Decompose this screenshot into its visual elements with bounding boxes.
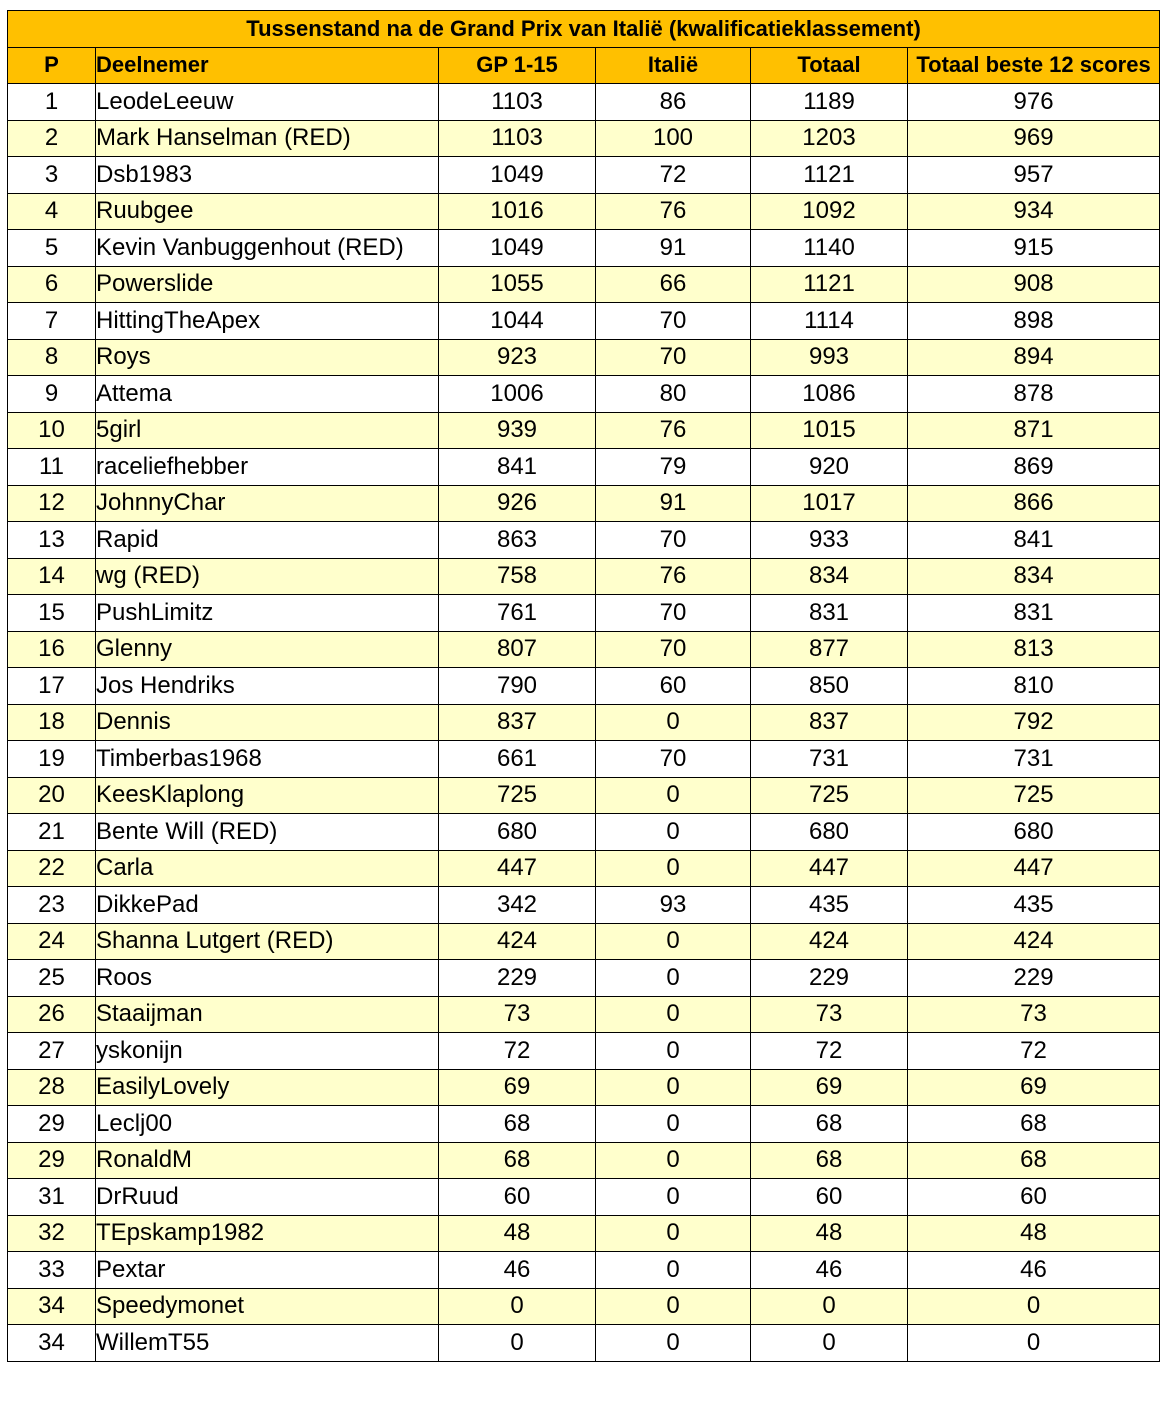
position-cell: 17: [8, 668, 96, 705]
totaal-cell: 1015: [751, 412, 908, 449]
header-position: P: [8, 47, 96, 84]
table-row: [8, 631, 1160, 668]
table-row: [8, 266, 1160, 303]
totaal-cell: 424: [751, 923, 908, 960]
italie-cell: 70: [596, 631, 751, 668]
totaal-cell: 834: [751, 558, 908, 595]
gp-1-15-cell: 923: [439, 339, 596, 376]
italie-cell: 0: [596, 814, 751, 851]
totaal-cell: 0: [751, 1288, 908, 1325]
gp-1-15-cell: 807: [439, 631, 596, 668]
italie-cell: 0: [596, 1106, 751, 1143]
table-row: [8, 558, 1160, 595]
totaal-cell: 69: [751, 1069, 908, 1106]
gp-1-15-cell: 926: [439, 485, 596, 522]
table-row: [8, 1106, 1160, 1143]
best-12-cell: 810: [908, 668, 1160, 705]
best-12-cell: 46: [908, 1252, 1160, 1289]
gp-1-15-cell: 790: [439, 668, 596, 705]
gp-1-15-cell: 758: [439, 558, 596, 595]
participant-cell: Speedymonet: [96, 1288, 439, 1325]
position-cell: 34: [8, 1288, 96, 1325]
participant-cell: Dennis: [96, 704, 439, 741]
italie-cell: 0: [596, 704, 751, 741]
position-cell: 10: [8, 412, 96, 449]
gp-1-15-cell: 1103: [439, 84, 596, 121]
best-12-cell: 435: [908, 887, 1160, 924]
table-row: [8, 1033, 1160, 1070]
position-cell: 18: [8, 704, 96, 741]
best-12-cell: 72: [908, 1033, 1160, 1070]
participant-cell: Ruubgee: [96, 193, 439, 230]
best-12-cell: 424: [908, 923, 1160, 960]
gp-1-15-cell: 863: [439, 522, 596, 559]
totaal-cell: 72: [751, 1033, 908, 1070]
position-cell: 32: [8, 1215, 96, 1252]
totaal-cell: 68: [751, 1142, 908, 1179]
participant-cell: Leclj00: [96, 1106, 439, 1143]
best-12-cell: 731: [908, 741, 1160, 778]
participant-cell: Carla: [96, 850, 439, 887]
table-row: [8, 522, 1160, 559]
participant-cell: Pextar: [96, 1252, 439, 1289]
position-cell: 9: [8, 376, 96, 413]
italie-cell: 0: [596, 1142, 751, 1179]
totaal-cell: 731: [751, 741, 908, 778]
italie-cell: 70: [596, 522, 751, 559]
best-12-cell: 969: [908, 120, 1160, 157]
italie-cell: 91: [596, 485, 751, 522]
position-cell: 27: [8, 1033, 96, 1070]
italie-cell: 0: [596, 1288, 751, 1325]
position-cell: 16: [8, 631, 96, 668]
best-12-cell: 60: [908, 1179, 1160, 1216]
position-cell: 33: [8, 1252, 96, 1289]
italie-cell: 70: [596, 339, 751, 376]
participant-cell: Staaijman: [96, 996, 439, 1033]
italie-cell: 72: [596, 157, 751, 194]
position-cell: 7: [8, 303, 96, 340]
participant-cell: Rapid: [96, 522, 439, 559]
participant-cell: DrRuud: [96, 1179, 439, 1216]
totaal-cell: 1086: [751, 376, 908, 413]
gp-1-15-cell: 841: [439, 449, 596, 486]
totaal-cell: 0: [751, 1325, 908, 1362]
italie-cell: 76: [596, 558, 751, 595]
table-row: [8, 960, 1160, 997]
italie-cell: 0: [596, 1215, 751, 1252]
best-12-cell: 878: [908, 376, 1160, 413]
italie-cell: 60: [596, 668, 751, 705]
gp-1-15-cell: 661: [439, 741, 596, 778]
gp-1-15-cell: 1016: [439, 193, 596, 230]
position-cell: 24: [8, 923, 96, 960]
italie-cell: 0: [596, 1252, 751, 1289]
participant-cell: RonaldM: [96, 1142, 439, 1179]
position-cell: 2: [8, 120, 96, 157]
totaal-cell: 1189: [751, 84, 908, 121]
totaal-cell: 1121: [751, 266, 908, 303]
totaal-cell: 229: [751, 960, 908, 997]
italie-cell: 0: [596, 1033, 751, 1070]
gp-1-15-cell: 72: [439, 1033, 596, 1070]
gp-1-15-cell: 60: [439, 1179, 596, 1216]
table-row: [8, 449, 1160, 486]
italie-cell: 0: [596, 1325, 751, 1362]
best-12-cell: 0: [908, 1288, 1160, 1325]
table-row: [8, 376, 1160, 413]
totaal-cell: 1140: [751, 230, 908, 267]
best-12-cell: 834: [908, 558, 1160, 595]
best-12-cell: 831: [908, 595, 1160, 632]
header-best-12-scores: Totaal beste 12 scores: [908, 47, 1160, 84]
participant-cell: Roys: [96, 339, 439, 376]
totaal-cell: 1114: [751, 303, 908, 340]
table-row: [8, 668, 1160, 705]
gp-1-15-cell: 725: [439, 777, 596, 814]
totaal-cell: 68: [751, 1106, 908, 1143]
position-cell: 12: [8, 485, 96, 522]
best-12-cell: 915: [908, 230, 1160, 267]
participant-cell: KeesKlaplong: [96, 777, 439, 814]
totaal-cell: 993: [751, 339, 908, 376]
participant-cell: raceliefhebber: [96, 449, 439, 486]
participant-cell: DikkePad: [96, 887, 439, 924]
header-gp-1-15: GP 1-15: [439, 47, 596, 84]
totaal-cell: 1121: [751, 157, 908, 194]
table-row: [8, 1142, 1160, 1179]
italie-cell: 70: [596, 741, 751, 778]
position-cell: 29: [8, 1106, 96, 1143]
totaal-cell: 920: [751, 449, 908, 486]
italie-cell: 70: [596, 595, 751, 632]
participant-cell: Glenny: [96, 631, 439, 668]
position-cell: 13: [8, 522, 96, 559]
gp-1-15-cell: 1006: [439, 376, 596, 413]
participant-cell: 5girl: [96, 412, 439, 449]
gp-1-15-cell: 761: [439, 595, 596, 632]
best-12-cell: 68: [908, 1142, 1160, 1179]
best-12-cell: 48: [908, 1215, 1160, 1252]
best-12-cell: 871: [908, 412, 1160, 449]
position-cell: 22: [8, 850, 96, 887]
italie-cell: 0: [596, 850, 751, 887]
gp-1-15-cell: 1049: [439, 157, 596, 194]
position-cell: 8: [8, 339, 96, 376]
participant-cell: PushLimitz: [96, 595, 439, 632]
table-row: [8, 923, 1160, 960]
totaal-cell: 447: [751, 850, 908, 887]
participant-cell: Timberbas1968: [96, 741, 439, 778]
table-row: [8, 1288, 1160, 1325]
participant-cell: yskonijn: [96, 1033, 439, 1070]
table-row: [8, 485, 1160, 522]
table-row: [8, 1069, 1160, 1106]
italie-cell: 0: [596, 1069, 751, 1106]
gp-1-15-cell: 837: [439, 704, 596, 741]
italie-cell: 0: [596, 923, 751, 960]
totaal-cell: 73: [751, 996, 908, 1033]
position-cell: 11: [8, 449, 96, 486]
participant-cell: Kevin Vanbuggenhout (RED): [96, 230, 439, 267]
table-row: [8, 777, 1160, 814]
header-italie: Italië: [596, 47, 751, 84]
italie-cell: 76: [596, 412, 751, 449]
table-row: [8, 412, 1160, 449]
position-cell: 23: [8, 887, 96, 924]
header-row: [8, 47, 1160, 84]
participant-cell: TEpskamp1982: [96, 1215, 439, 1252]
best-12-cell: 898: [908, 303, 1160, 340]
gp-1-15-cell: 48: [439, 1215, 596, 1252]
gp-1-15-cell: 680: [439, 814, 596, 851]
totaal-cell: 1203: [751, 120, 908, 157]
position-cell: 3: [8, 157, 96, 194]
standings-table: [7, 10, 1160, 1362]
participant-cell: WillemT55: [96, 1325, 439, 1362]
position-cell: 5: [8, 230, 96, 267]
best-12-cell: 447: [908, 850, 1160, 887]
participant-cell: Mark Hanselman (RED): [96, 120, 439, 157]
position-cell: 28: [8, 1069, 96, 1106]
position-cell: 15: [8, 595, 96, 632]
participant-cell: Attema: [96, 376, 439, 413]
totaal-cell: 877: [751, 631, 908, 668]
table-row: [8, 120, 1160, 157]
participant-cell: Jos Hendriks: [96, 668, 439, 705]
table-title: Tussenstand na de Grand Prix van Italië (kwalificatieklassement): [8, 11, 1160, 48]
best-12-cell: 976: [908, 84, 1160, 121]
best-12-cell: 792: [908, 704, 1160, 741]
header-participant: Deelnemer: [96, 47, 439, 84]
table-row: [8, 230, 1160, 267]
best-12-cell: 957: [908, 157, 1160, 194]
participant-cell: LeodeLeeuw: [96, 84, 439, 121]
italie-cell: 80: [596, 376, 751, 413]
table-row: [8, 1179, 1160, 1216]
italie-cell: 79: [596, 449, 751, 486]
italie-cell: 66: [596, 266, 751, 303]
position-cell: 31: [8, 1179, 96, 1216]
best-12-cell: 841: [908, 522, 1160, 559]
position-cell: 1: [8, 84, 96, 121]
table-row: [8, 850, 1160, 887]
totaal-cell: 831: [751, 595, 908, 632]
participant-cell: wg (RED): [96, 558, 439, 595]
gp-1-15-cell: 1049: [439, 230, 596, 267]
participant-cell: EasilyLovely: [96, 1069, 439, 1106]
totaal-cell: 680: [751, 814, 908, 851]
position-cell: 26: [8, 996, 96, 1033]
italie-cell: 0: [596, 996, 751, 1033]
totaal-cell: 1092: [751, 193, 908, 230]
table-row: [8, 193, 1160, 230]
italie-cell: 93: [596, 887, 751, 924]
best-12-cell: 908: [908, 266, 1160, 303]
table-row: [8, 1325, 1160, 1362]
position-cell: 6: [8, 266, 96, 303]
table-row: [8, 741, 1160, 778]
italie-cell: 76: [596, 193, 751, 230]
table-row: [8, 814, 1160, 851]
table-row: [8, 339, 1160, 376]
gp-1-15-cell: 229: [439, 960, 596, 997]
table-row: [8, 996, 1160, 1033]
table-row: [8, 84, 1160, 121]
table-row: [8, 704, 1160, 741]
gp-1-15-cell: 447: [439, 850, 596, 887]
best-12-cell: 680: [908, 814, 1160, 851]
participant-cell: Dsb1983: [96, 157, 439, 194]
position-cell: 25: [8, 960, 96, 997]
totaal-cell: 850: [751, 668, 908, 705]
best-12-cell: 866: [908, 485, 1160, 522]
italie-cell: 0: [596, 960, 751, 997]
best-12-cell: 725: [908, 777, 1160, 814]
best-12-cell: 894: [908, 339, 1160, 376]
totaal-cell: 1017: [751, 485, 908, 522]
position-cell: 4: [8, 193, 96, 230]
gp-1-15-cell: 68: [439, 1142, 596, 1179]
position-cell: 19: [8, 741, 96, 778]
best-12-cell: 69: [908, 1069, 1160, 1106]
position-cell: 20: [8, 777, 96, 814]
italie-cell: 0: [596, 777, 751, 814]
italie-cell: 86: [596, 84, 751, 121]
position-cell: 34: [8, 1325, 96, 1362]
table-row: [8, 595, 1160, 632]
totaal-cell: 837: [751, 704, 908, 741]
position-cell: 14: [8, 558, 96, 595]
table-body: [8, 84, 1160, 1362]
gp-1-15-cell: 46: [439, 1252, 596, 1289]
gp-1-15-cell: 1044: [439, 303, 596, 340]
gp-1-15-cell: 1103: [439, 120, 596, 157]
best-12-cell: 934: [908, 193, 1160, 230]
italie-cell: 100: [596, 120, 751, 157]
best-12-cell: 869: [908, 449, 1160, 486]
totaal-cell: 933: [751, 522, 908, 559]
table-row: [8, 303, 1160, 340]
table-row: [8, 1215, 1160, 1252]
position-cell: 21: [8, 814, 96, 851]
participant-cell: Shanna Lutgert (RED): [96, 923, 439, 960]
totaal-cell: 725: [751, 777, 908, 814]
participant-cell: HittingTheApex: [96, 303, 439, 340]
gp-1-15-cell: 342: [439, 887, 596, 924]
totaal-cell: 60: [751, 1179, 908, 1216]
gp-1-15-cell: 0: [439, 1325, 596, 1362]
gp-1-15-cell: 0: [439, 1288, 596, 1325]
title-row: [8, 11, 1160, 48]
gp-1-15-cell: 69: [439, 1069, 596, 1106]
totaal-cell: 435: [751, 887, 908, 924]
italie-cell: 91: [596, 230, 751, 267]
gp-1-15-cell: 68: [439, 1106, 596, 1143]
table-row: [8, 887, 1160, 924]
best-12-cell: 73: [908, 996, 1160, 1033]
participant-cell: Powerslide: [96, 266, 439, 303]
totaal-cell: 48: [751, 1215, 908, 1252]
italie-cell: 0: [596, 1179, 751, 1216]
gp-1-15-cell: 1055: [439, 266, 596, 303]
best-12-cell: 229: [908, 960, 1160, 997]
table-row: [8, 1252, 1160, 1289]
gp-1-15-cell: 73: [439, 996, 596, 1033]
position-cell: 29: [8, 1142, 96, 1179]
totaal-cell: 46: [751, 1252, 908, 1289]
best-12-cell: 813: [908, 631, 1160, 668]
header-totaal: Totaal: [751, 47, 908, 84]
participant-cell: Bente Will (RED): [96, 814, 439, 851]
table-row: [8, 157, 1160, 194]
best-12-cell: 0: [908, 1325, 1160, 1362]
participant-cell: JohnnyChar: [96, 485, 439, 522]
best-12-cell: 68: [908, 1106, 1160, 1143]
gp-1-15-cell: 939: [439, 412, 596, 449]
italie-cell: 70: [596, 303, 751, 340]
participant-cell: Roos: [96, 960, 439, 997]
gp-1-15-cell: 424: [439, 923, 596, 960]
